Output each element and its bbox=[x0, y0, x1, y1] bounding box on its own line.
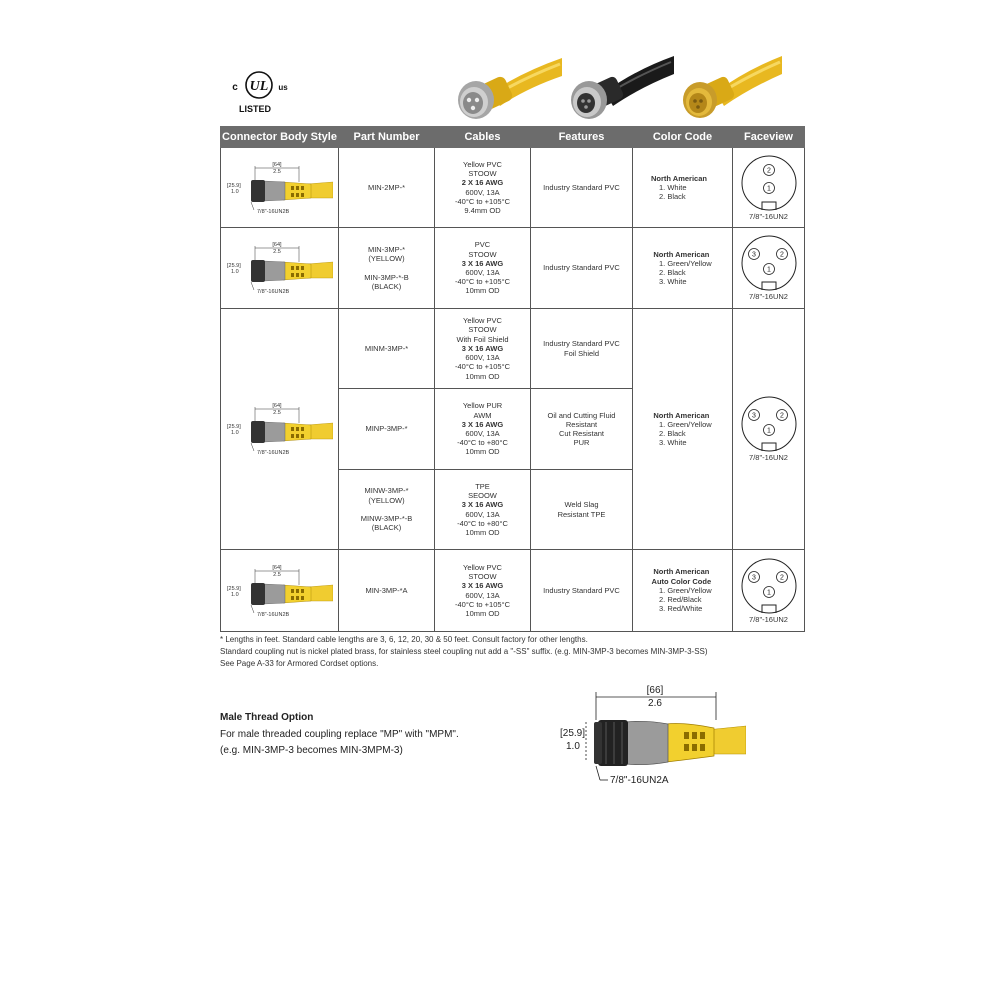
dim-side-value: 1.0 bbox=[230, 269, 239, 275]
cell-line: MIN-3MP-*A bbox=[365, 585, 408, 595]
dim-side-bracket: [25.9] bbox=[226, 585, 241, 592]
color-code-line: 2. Red/Black bbox=[659, 595, 702, 605]
faceview-thread-label: 7/8"-16UN2 bbox=[749, 211, 788, 221]
color-code-header: North American bbox=[653, 567, 710, 577]
faceview-cell bbox=[733, 550, 805, 632]
cell-line: Yellow PUR bbox=[462, 401, 503, 411]
spec-table bbox=[220, 126, 805, 632]
header-features: Features bbox=[531, 127, 633, 148]
cell-line: AWM bbox=[473, 410, 492, 420]
table-row bbox=[221, 228, 805, 309]
pin-number: 1 bbox=[766, 427, 771, 435]
color-code-header: Auto Color Code bbox=[651, 576, 712, 586]
pin-number: 1 bbox=[766, 266, 771, 274]
cell-line: 600V, 13A bbox=[465, 187, 500, 197]
connector-photo-yellow-female bbox=[680, 52, 782, 124]
dim-side-value: 1.0 bbox=[230, 430, 239, 436]
cell-line: 10mm OD bbox=[465, 371, 500, 381]
cell-line: STOOW bbox=[468, 325, 497, 335]
cables-cell bbox=[435, 389, 531, 470]
cell-line: Industry Standard PVC bbox=[543, 182, 620, 192]
features-cell bbox=[531, 550, 633, 632]
cell-line: 3 X 16 AWG bbox=[461, 419, 504, 429]
male-thread-example: (e.g. MIN-3MP-3 becomes MIN-3MPM-3) bbox=[220, 745, 403, 756]
pin-number: 2 bbox=[766, 167, 771, 175]
cell-line: 10mm OD bbox=[465, 527, 500, 537]
color-code-line: 1. White bbox=[659, 182, 687, 192]
cell-line: 10mm OD bbox=[465, 608, 500, 618]
cell-line: STOOW bbox=[468, 249, 497, 259]
part-number-cell bbox=[339, 228, 435, 309]
cell-line: (YELLOW) bbox=[368, 495, 405, 505]
thread-spec-label: 7/8"-16UN2B bbox=[256, 208, 289, 215]
table-row bbox=[221, 148, 805, 228]
cell-line bbox=[339, 505, 434, 514]
cell-line: 600V, 13A bbox=[465, 268, 500, 277]
table-row bbox=[221, 309, 805, 389]
faceview-cell bbox=[733, 228, 805, 309]
table-header-row bbox=[221, 127, 805, 148]
connector-body-cell bbox=[221, 550, 339, 632]
part-number-cell bbox=[339, 389, 435, 470]
cell-line: PUR bbox=[573, 438, 590, 448]
color-code-header: North American bbox=[653, 410, 710, 420]
connector-photo-black bbox=[567, 52, 674, 124]
header-cables: Cables bbox=[435, 127, 531, 148]
ul-mark: UL bbox=[249, 79, 269, 94]
cell-line: MIN-3MP-*-B bbox=[364, 272, 409, 282]
connector-body-cell bbox=[221, 228, 339, 309]
cell-line: -40°C to +105°C bbox=[455, 277, 510, 287]
male-thread-connector-drawing bbox=[556, 684, 746, 790]
cell-line: Resistant bbox=[565, 419, 598, 429]
color-code-cell bbox=[633, 309, 733, 550]
pin-number: 1 bbox=[766, 185, 771, 193]
cell-line: 3 X 16 AWG bbox=[461, 581, 504, 591]
cell-line: STOOW bbox=[468, 169, 497, 179]
color-code-header: North American bbox=[653, 249, 710, 259]
table-row bbox=[221, 550, 805, 632]
dim-top-value: 2.6 bbox=[648, 698, 662, 709]
footnote-lengths: * Lengths in feet. Standard cable lengths are 3, 6, 12, 20, 30 & 50 feet. Consult factory for other lengths. bbox=[220, 635, 588, 644]
cell-line: (BLACK) bbox=[371, 523, 402, 533]
dim-side-bracket: [25.9] bbox=[226, 424, 241, 430]
color-code-line: 1. Green/Yellow bbox=[659, 419, 712, 429]
cell-line: STOOW bbox=[468, 572, 497, 582]
faceview-cell bbox=[733, 309, 805, 550]
connector-body-drawing bbox=[227, 563, 333, 619]
cell-line: Yellow PVC bbox=[463, 159, 502, 169]
color-code-header: North American bbox=[651, 173, 707, 183]
features-cell bbox=[531, 389, 633, 470]
cell-line: 10mm OD bbox=[465, 286, 500, 296]
color-code-line: 1. Green/Yellow bbox=[659, 258, 712, 268]
cell-line: Foil Shield bbox=[563, 348, 600, 358]
faceview-thread-label: 7/8"-16UN2 bbox=[749, 453, 788, 463]
footnote-armored: See Page A-33 for Armored Cordset options. bbox=[220, 659, 379, 668]
dim-top-value: 2.5 bbox=[272, 410, 281, 416]
dim-side-bracket: [25.9] bbox=[560, 728, 586, 739]
features-cell bbox=[531, 148, 633, 228]
cell-line: With Foil Shield bbox=[456, 334, 509, 344]
faceview-pin-diagram bbox=[740, 395, 798, 453]
cell-line: 2 X 16 AWG bbox=[461, 178, 504, 188]
male-thread-description: For male threaded coupling replace "MP" with "MPM". bbox=[220, 729, 459, 740]
pin-number: 1 bbox=[766, 589, 771, 597]
dim-side-bracket: [25.9] bbox=[226, 263, 241, 269]
faceview-pin-diagram bbox=[740, 234, 798, 292]
cell-line: SEOOW bbox=[468, 491, 497, 501]
color-code-line: 3. Red/White bbox=[659, 604, 703, 614]
thread-spec-label: 7/8"-16UN2A bbox=[610, 775, 669, 786]
color-code-line: 3. White bbox=[659, 438, 687, 448]
cables-cell bbox=[435, 228, 531, 309]
ul-listed-logo bbox=[228, 66, 290, 116]
cell-line: TPE bbox=[475, 481, 490, 491]
connector-body-cell bbox=[221, 148, 339, 228]
cell-line: -40°C to +105°C bbox=[455, 362, 510, 372]
cell-line: 3 X 16 AWG bbox=[461, 343, 504, 353]
cell-line: MINW-3MP-* bbox=[364, 486, 409, 496]
color-code-line: 1. Green/Yellow bbox=[659, 585, 712, 595]
cell-line: 3 X 16 AWG bbox=[461, 500, 504, 510]
cell-line: 10mm OD bbox=[465, 447, 500, 457]
connector-photo-yellow bbox=[452, 52, 562, 124]
dim-side-value: 1.0 bbox=[230, 188, 239, 195]
header-part-number: Part Number bbox=[339, 127, 435, 148]
color-code-line: 2. Black bbox=[659, 268, 686, 277]
faceview-pin-diagram bbox=[740, 557, 798, 615]
dim-top-bracket: [64] bbox=[271, 161, 282, 168]
cell-line: (YELLOW) bbox=[368, 254, 405, 264]
cell-line: Resistant TPE bbox=[557, 509, 606, 519]
connector-body-cell bbox=[221, 309, 339, 550]
color-code-cell bbox=[633, 228, 733, 309]
pin-number: 2 bbox=[779, 251, 784, 259]
cell-line: Industry Standard PVC bbox=[543, 339, 620, 349]
cell-line: MINW-3MP-*-B bbox=[360, 514, 413, 524]
features-cell bbox=[531, 309, 633, 389]
cell-line bbox=[339, 263, 434, 272]
cell-line: (BLACK) bbox=[371, 281, 402, 291]
cell-line: MINM-3MP-* bbox=[364, 343, 409, 353]
cell-line: Oil and Cutting Fluid bbox=[547, 410, 616, 420]
cell-line: PVC bbox=[474, 240, 491, 250]
thread-spec-label: 7/8"-16UN2B bbox=[256, 611, 289, 618]
faceview-thread-label: 7/8"-16UN2 bbox=[749, 614, 788, 624]
ul-c-mark: c bbox=[232, 82, 238, 93]
cell-line: 3 X 16 AWG bbox=[461, 258, 504, 268]
cell-line: -40°C to +80°C bbox=[457, 518, 508, 528]
ul-listed-text: LISTED bbox=[238, 104, 272, 114]
cell-line: MIN-2MP-* bbox=[367, 182, 406, 192]
connector-body-drawing bbox=[227, 160, 333, 216]
header-faceview: Faceview bbox=[733, 127, 805, 148]
part-number-cell bbox=[339, 148, 435, 228]
cell-line: 600V, 13A bbox=[465, 353, 500, 363]
header-color-code: Color Code bbox=[633, 127, 733, 148]
cell-line: Yellow PVC bbox=[463, 562, 502, 572]
features-cell bbox=[531, 228, 633, 309]
dim-top-value: 2.5 bbox=[272, 571, 281, 578]
features-cell bbox=[531, 470, 633, 550]
dim-top-bracket: [64] bbox=[271, 403, 282, 409]
faceview-cell bbox=[733, 148, 805, 228]
dim-side-bracket: [25.9] bbox=[226, 182, 241, 189]
color-code-cell bbox=[633, 550, 733, 632]
color-code-cell bbox=[633, 148, 733, 228]
cell-line: Yellow PVC bbox=[463, 316, 502, 326]
pin-number: 2 bbox=[779, 574, 784, 582]
cell-line: -40°C to +80°C bbox=[457, 438, 508, 448]
dim-top-bracket: [64] bbox=[271, 564, 282, 571]
thread-spec-label: 7/8"-16UN2B bbox=[256, 289, 289, 295]
cell-line: 600V, 13A bbox=[465, 429, 500, 438]
dim-top-bracket: [64] bbox=[271, 242, 282, 248]
male-thread-title: Male Thread Option bbox=[220, 712, 314, 723]
color-code-line: 2. Black bbox=[659, 192, 686, 202]
footnote-coupling-nut: Standard coupling nut is nickel plated brass, for stainless steel coupling nut add a "-SS" suffix. (e.g. MIN-3MP-3 becomes MIN-3MP-3-SS) bbox=[220, 647, 708, 656]
color-code-line: 2. Black bbox=[659, 429, 686, 438]
part-number-cell bbox=[339, 550, 435, 632]
cell-line: Weld Slag bbox=[564, 500, 599, 510]
cell-line: Industry Standard PVC bbox=[543, 263, 620, 273]
dim-side-value: 1.0 bbox=[566, 741, 580, 752]
faceview-pin-diagram bbox=[740, 154, 798, 212]
cell-line: -40°C to +105°C bbox=[455, 599, 510, 609]
cell-line: 600V, 13A bbox=[465, 590, 500, 600]
dim-top-value: 2.5 bbox=[272, 168, 281, 175]
cell-line: MINP-3MP-* bbox=[365, 424, 408, 434]
part-number-cell bbox=[339, 470, 435, 550]
cables-cell bbox=[435, 470, 531, 550]
thread-spec-label: 7/8"-16UN2B bbox=[256, 450, 289, 456]
part-number-cell bbox=[339, 309, 435, 389]
header-connector-body-style: Connector Body Style bbox=[221, 127, 339, 148]
dim-top-value: 2.5 bbox=[272, 249, 281, 255]
pin-number: 3 bbox=[751, 412, 756, 420]
connector-body-drawing bbox=[227, 401, 333, 457]
pin-number: 2 bbox=[779, 412, 784, 420]
cables-cell bbox=[435, 550, 531, 632]
cell-line: Industry Standard PVC bbox=[543, 585, 620, 595]
cell-line: 9.4mm OD bbox=[464, 205, 501, 215]
cell-line: -40°C to +105°C bbox=[455, 196, 510, 206]
cables-cell bbox=[435, 309, 531, 389]
cables-cell bbox=[435, 148, 531, 228]
pin-number: 3 bbox=[751, 574, 756, 582]
pin-number: 3 bbox=[751, 251, 756, 259]
faceview-thread-label: 7/8"-16UN2 bbox=[749, 292, 788, 302]
color-code-line: 3. White bbox=[659, 277, 687, 287]
ul-us-mark: us bbox=[278, 83, 288, 92]
cell-line: MIN-3MP-* bbox=[367, 244, 406, 254]
cell-line: 600V, 13A bbox=[465, 509, 500, 519]
dim-side-value: 1.0 bbox=[230, 591, 239, 598]
connector-body-drawing bbox=[227, 240, 333, 296]
dim-top-bracket: [66] bbox=[646, 685, 664, 696]
cell-line: Cut Resistant bbox=[558, 429, 605, 438]
